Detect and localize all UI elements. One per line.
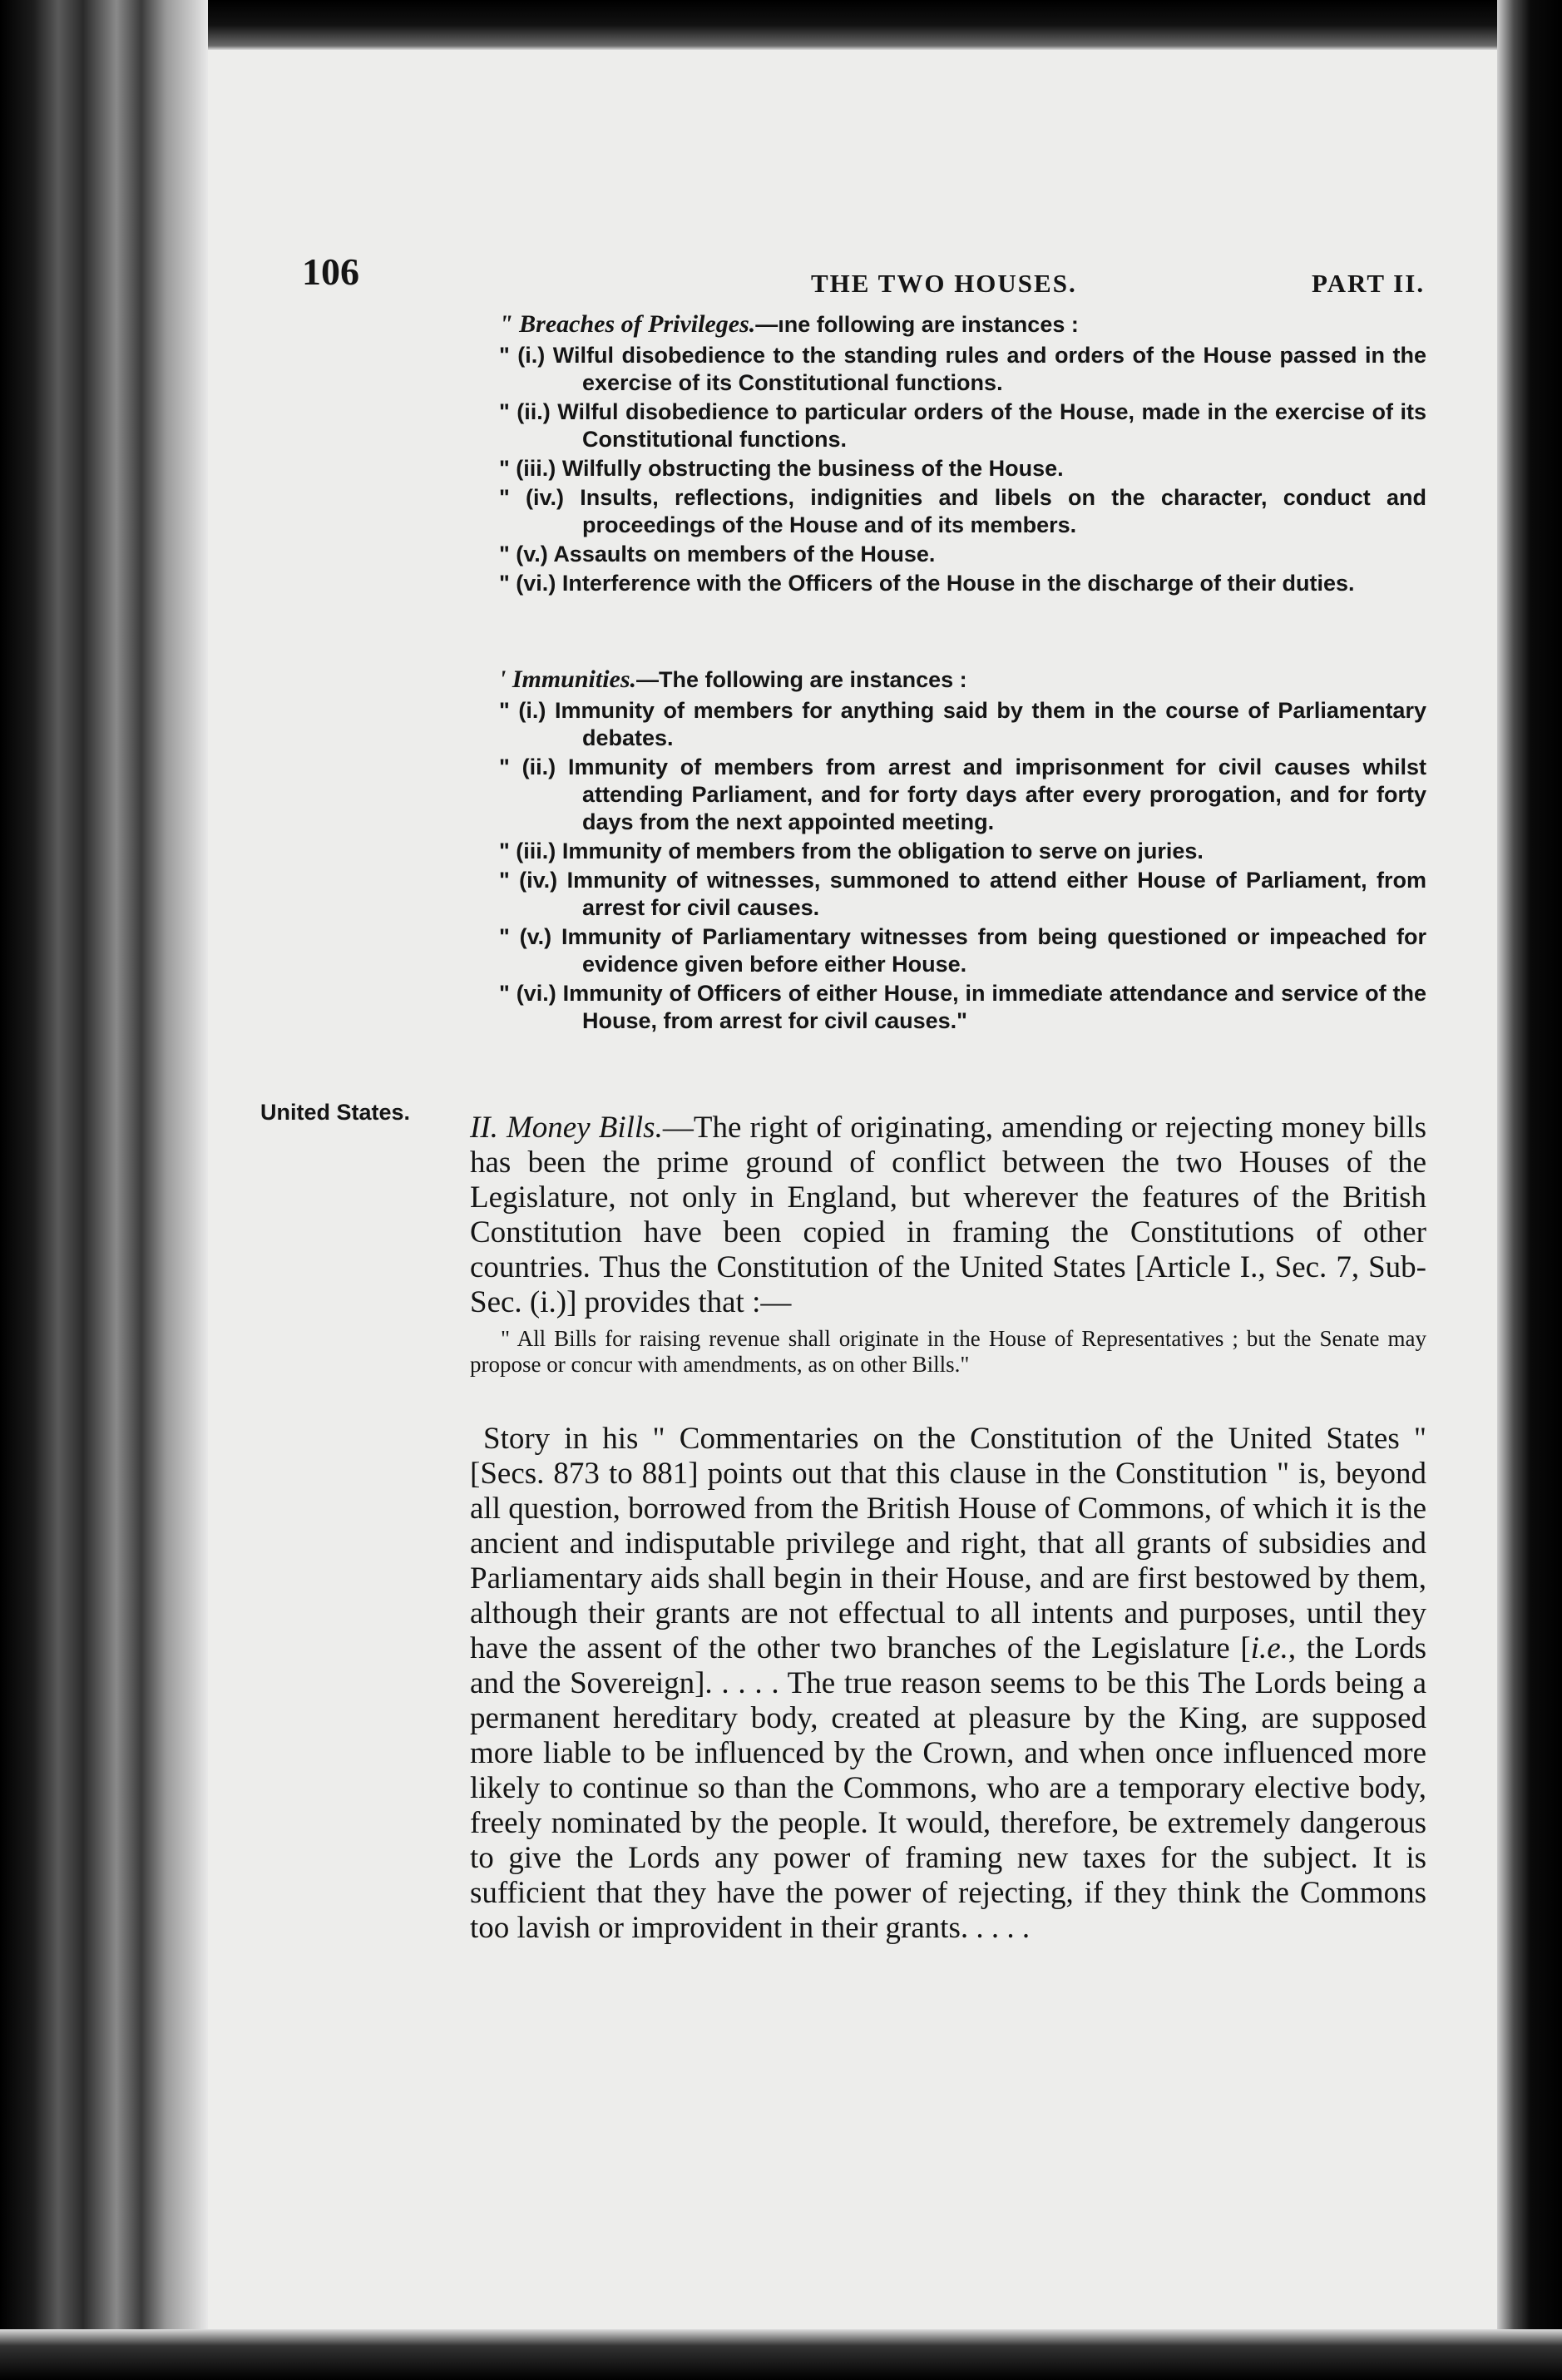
item-text: Interference with the Officers of the House in the discharge of their duties.: [561, 571, 1355, 596]
item-text: Wilful disobedience to particular orders of the House, made in the exercise of its Constitutional functions.: [557, 399, 1426, 452]
item-number: " (vi.): [499, 571, 556, 596]
page-number: 106: [302, 250, 359, 293]
privileges-heading: [499, 310, 1426, 339]
item-text: Immunity of Officers of either House, in immediate attendance and service of the House, from arrest for civil causes.": [562, 981, 1426, 1033]
book-spine-edge: [0, 0, 208, 2380]
list-item: [499, 342, 1426, 397]
paragraph-part: Story in his " Commentaries on the Constitution of the United States " [Secs. 873 to 881] points out that this clause in the Constitution " is, beyond all question, borrowed from the British House of Commons, of which it is the ancient and indisputable privilege and right, that all grants of subsidies and Parliamentary aids shall begin in their House, and are first bestowed by them, although their grants are not effectual to all intents and purposes, until they have the assent of the other two branches of the Legislature [: [470, 1422, 1426, 1665]
block-quote: [470, 1326, 1426, 1378]
item-text: Immunity of members from arrest and imprisonment for civil causes whilst attending Parliament, and for forty days after every prorogation, and for forty days from the next appointed meeting.: [567, 755, 1426, 834]
paragraph-text: [470, 1111, 1426, 1320]
money-bills-paragraph: [470, 1111, 1426, 1320]
paragraph-text: [470, 1422, 1426, 1946]
section-text: —The right of originating, amending or rejecting money bills has been the prime ground of conflict between the two Houses of the Legislature, not only in England, but wherever the features of the British Constitution have been copied in framing the Constitutions of other countries. Thus the Constitution of the United States [Article I., Sec. 7, Sub-Sec. (i.)] provides that :—: [470, 1111, 1427, 1319]
section-heading: II. Money Bills.: [470, 1111, 663, 1145]
quote-text: " All Bills for raising revenue shall originate in the House of Representatives ; but the Senate may propose or concur with amendments, as on other Bills.": [470, 1326, 1426, 1377]
item-number: " (iii.): [499, 456, 556, 481]
paragraph-italic: i.e.: [1250, 1631, 1288, 1665]
margin-side-note: United States.: [260, 1100, 411, 1125]
item-number: " (i.): [499, 343, 546, 368]
list-item: [499, 398, 1426, 453]
item-text: Assaults on members of the House.: [553, 542, 936, 567]
item-number: " (vi.): [499, 981, 556, 1006]
running-title: THE TWO HOUSES.: [811, 269, 1077, 298]
list-item: [499, 754, 1426, 836]
item-text: Immunity of witnesses, summoned to attend either House of Parliament, from arrest for civil causes.: [566, 868, 1426, 920]
list-item: [499, 980, 1426, 1035]
immunities-list: [499, 666, 1426, 1037]
item-text: Wilful disobedience to the standing rules and orders of the House passed in the exercise of its Constitutional functions.: [552, 343, 1426, 395]
immunities-heading-italic: ' Immunities.: [499, 666, 637, 693]
list-item: [499, 867, 1426, 922]
scan-border-top: [0, 0, 1562, 50]
list-item: [499, 570, 1426, 597]
item-number: " (iv.): [499, 868, 558, 893]
item-number: " (v.): [499, 542, 548, 567]
privileges-heading-italic: " Breaches of Privileges.: [499, 310, 756, 338]
list-item: [499, 541, 1426, 568]
item-text: Immunity of Parliamentary witnesses from being questioned or impeached for evidence given before either House.: [561, 924, 1426, 977]
privileges-heading-rest: —ıne following are instances :: [755, 312, 1079, 337]
item-number: " (i.): [499, 698, 546, 723]
scan-border-bottom: [0, 2329, 1562, 2380]
list-item: [499, 923, 1426, 978]
immunities-heading: [499, 666, 1426, 694]
item-text: Wilfully obstructing the business of the House.: [561, 456, 1064, 481]
part-label: PART II.: [1312, 269, 1426, 298]
item-number: " (ii.): [499, 399, 551, 424]
paragraph-part: , the Lords and the Sovereign]. . . . . The true reason seems to be this The Lords being a permanent hereditary body, created at pleasure by the King, are supposed more liable to be influenced by the Crown, and when once influenced more likely to continue so than the Commons, who are a temporary elective body, freely nominated by the people. It would, therefore, be extremely dangerous to give the Lords any power of framing new taxes for the subject. It is sufficient that they have the power of rejecting, if they think the Commons too lavish or improvident in their grants. . . . .: [470, 1631, 1426, 1945]
item-number: " (iv.): [499, 485, 565, 510]
list-item: [499, 455, 1426, 482]
scan-border-right: [1497, 0, 1562, 2380]
story-paragraph: [470, 1422, 1426, 1946]
list-item: [499, 838, 1426, 865]
item-text: Insults, reflections, indignities and libels on the character, conduct and proceedings of the House and of its members.: [580, 485, 1426, 537]
privileges-list: [499, 310, 1426, 599]
item-number: " (v.): [499, 924, 552, 949]
item-number: " (ii.): [499, 755, 556, 779]
list-item: [499, 697, 1426, 752]
item-number: " (iii.): [499, 839, 556, 863]
item-text: Immunity of members for anything said by them in the course of Parliamentary debates.: [554, 698, 1426, 750]
item-text: Immunity of members from the obligation to serve on juries.: [561, 839, 1204, 863]
list-item: [499, 484, 1426, 539]
immunities-heading-rest: —The following are instances :: [636, 667, 967, 692]
